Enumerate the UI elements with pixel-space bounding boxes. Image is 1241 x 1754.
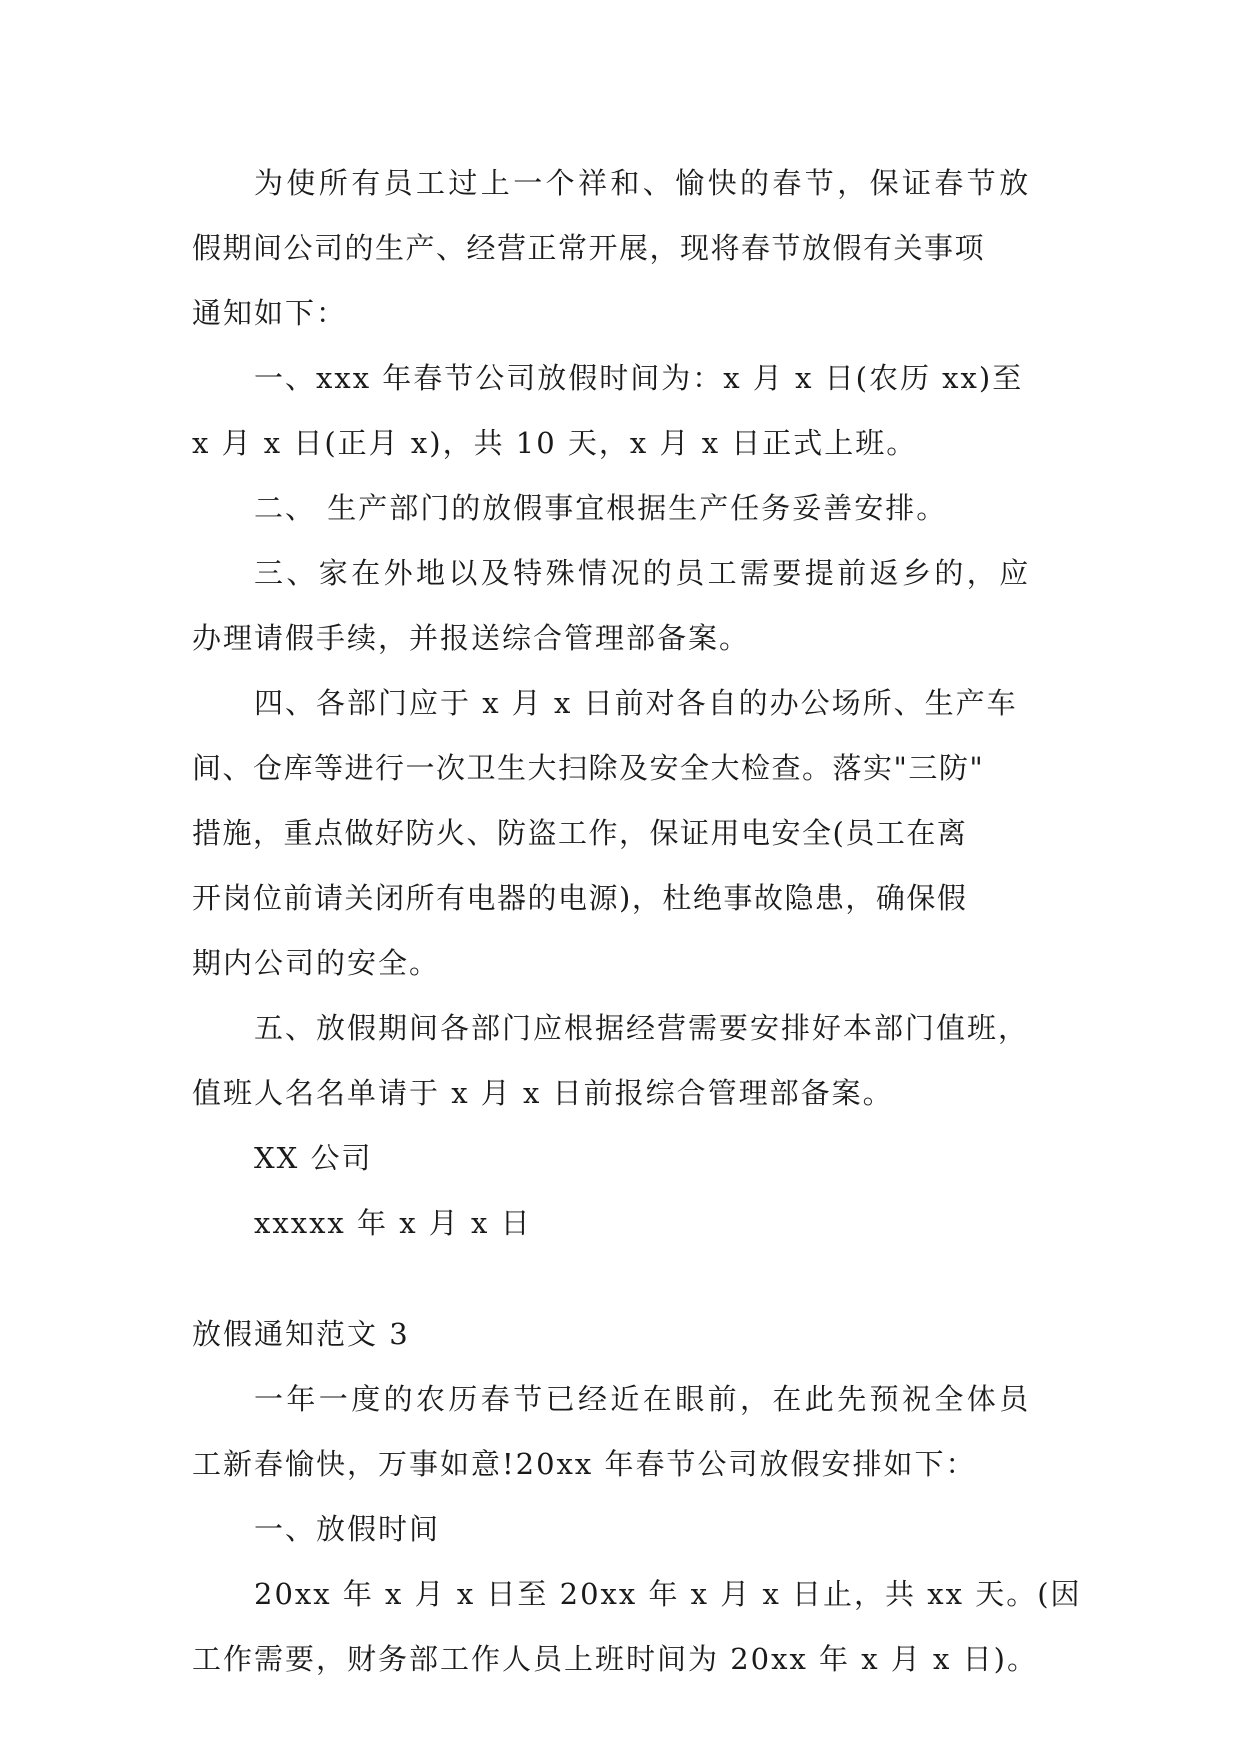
paragraph-greeting-line-1: 一年一度的农历春节已经近在眼前，在此先预祝全体员 bbox=[254, 1382, 1032, 1416]
item-3-line-2: 办理请假手续，并报送综合管理部备案。 bbox=[192, 621, 751, 655]
signature-date: xxxxx 年 x 月 x 日 bbox=[254, 1206, 532, 1240]
paragraph-greeting-line-2: 工新春愉快，万事如意!20xx 年春节公司放假安排如下： bbox=[192, 1447, 977, 1481]
paragraph-intro-line-2: 假期间公司的生产、经营正常开展，现将春节放假有关事项 bbox=[192, 231, 986, 265]
item-4-line-2: 间、仓库等进行一次卫生大扫除及安全大检查。落实"三防" bbox=[192, 751, 985, 785]
subheading-holiday-time: 一、放假时间 bbox=[254, 1512, 441, 1546]
paragraph-time-line-1: 20xx 年 x 月 x 日至 20xx 年 x 月 x 日止，共 xx 天。(因 bbox=[254, 1577, 1082, 1611]
item-1-line-2: x 月 x 日(正月 x)，共 10 天，x 月 x 日正式上班。 bbox=[192, 426, 918, 460]
item-2-line-1: 二、 生产部门的放假事宜根据生产任务妥善安排。 bbox=[254, 491, 948, 525]
paragraph-intro-line-3: 通知如下： bbox=[192, 296, 348, 330]
item-1-line-1: 一、xxx 年春节公司放假时间为：x 月 x 日(农历 xx)至 bbox=[254, 361, 1024, 395]
item-4-line-1: 四、各部门应于 x 月 x 日前对各自的办公场所、生产车 bbox=[254, 686, 1018, 720]
paragraph-intro-line-1: 为使所有员工过上一个祥和、愉快的春节，保证春节放 bbox=[254, 166, 1032, 200]
section-heading: 放假通知范文 3 bbox=[192, 1317, 410, 1351]
signature-company: XX 公司 bbox=[254, 1141, 373, 1175]
item-4-line-5: 期内公司的安全。 bbox=[192, 946, 441, 980]
item-4-line-3: 措施，重点做好防火、防盗工作，保证用电安全(员工在离 bbox=[192, 816, 968, 850]
item-4-line-4: 开岗位前请关闭所有电器的电源)，杜绝事故隐患，确保假 bbox=[192, 881, 968, 915]
item-5-line-1: 五、放假期间各部门应根据经营需要安排好本部门值班， bbox=[254, 1011, 1030, 1045]
item-3-line-1: 三、家在外地以及特殊情况的员工需要提前返乡的，应 bbox=[254, 556, 1032, 590]
paragraph-time-line-2: 工作需要，财务部工作人员上班时间为 20xx 年 x 月 x 日)。 bbox=[192, 1642, 1038, 1676]
item-5-line-2: 值班人名名单请于 x 月 x 日前报综合管理部备案。 bbox=[192, 1076, 894, 1110]
